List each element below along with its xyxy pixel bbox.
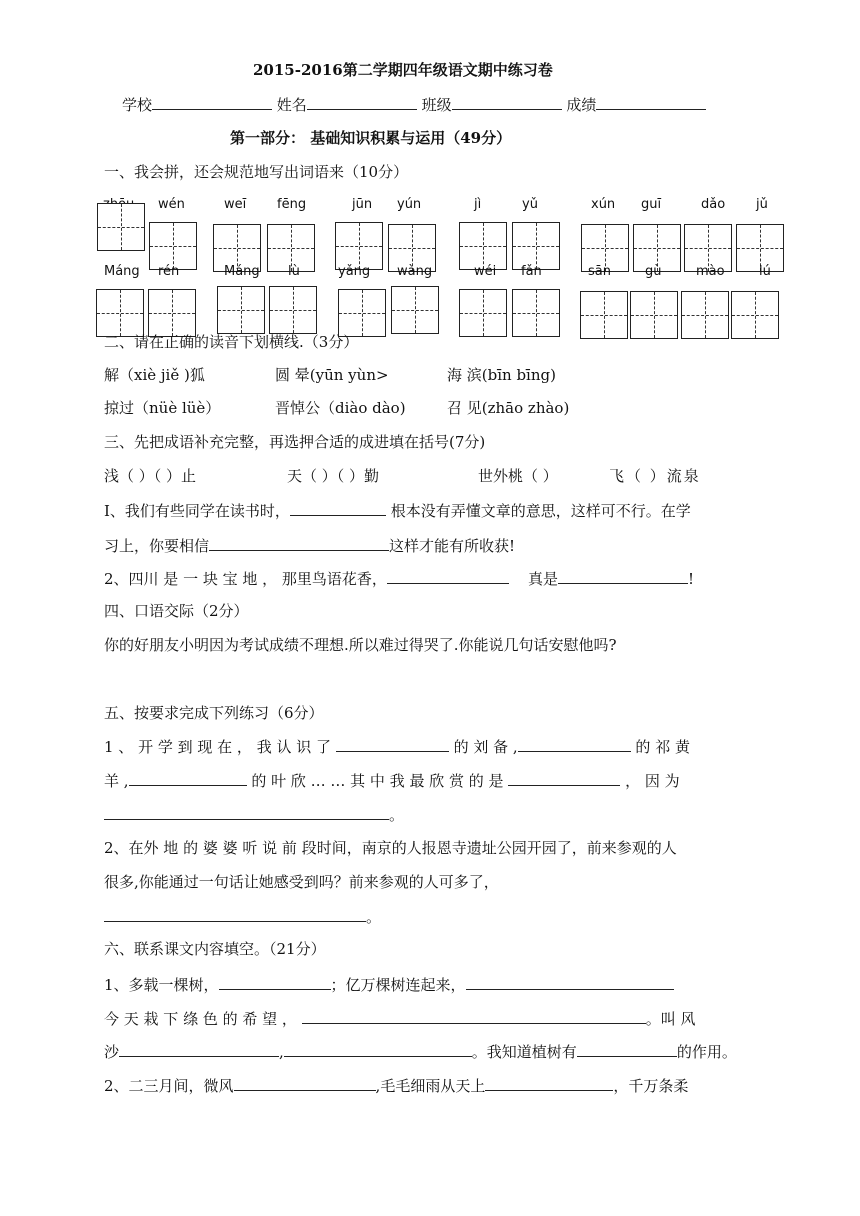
header-fields-row — [122, 94, 706, 115]
q2-item: 海 滨(bīn bīng) — [447, 366, 556, 384]
answer-blank[interactable] — [302, 1008, 646, 1024]
q6-text: ，千万条柔 — [613, 1077, 689, 1095]
pinyin: lù — [288, 264, 300, 279]
q4-text: 你的好朋友小明因为考试成绩不理想.所以难过得哭了.你能说几句话安慰他吗? — [104, 636, 617, 654]
answer-blank[interactable] — [485, 1075, 613, 1091]
answer-blank[interactable] — [336, 736, 449, 752]
pinyin: wén — [158, 197, 185, 212]
writing-box[interactable] — [149, 222, 197, 270]
pinyin: Máng — [224, 264, 260, 279]
q6-title: 六、联系课文内容填空。（21分） — [104, 940, 326, 958]
q6-text: 1、多载一棵树， — [104, 976, 219, 994]
answer-blank[interactable] — [466, 974, 674, 990]
answer-blank[interactable] — [209, 535, 389, 551]
pinyin: jūn — [352, 197, 373, 212]
writing-box[interactable] — [335, 222, 383, 270]
q5-text: 的 叶 欣 … … 其 中 我 最 欣 赏 的 是 — [251, 772, 504, 790]
class-field[interactable] — [452, 94, 562, 110]
writing-box[interactable] — [630, 291, 678, 339]
answer-blank[interactable] — [577, 1041, 677, 1057]
pinyin: sān — [588, 264, 611, 279]
q3-s2-text: 2、四川 是 一 块 宝 地 ， 那里鸟语花香， — [104, 570, 387, 588]
q6-text: 2、二三月间，微风 — [104, 1077, 234, 1095]
pinyin: Máng — [104, 264, 140, 279]
exam-title: 2015-2016第二学期四年级语文期中练习卷 — [253, 61, 553, 79]
writing-box[interactable] — [512, 289, 560, 337]
q3-s1-text: 习上，你要相信 — [104, 537, 210, 555]
pinyin: weī — [224, 197, 247, 212]
q5-text: 的 祁 黄 — [635, 738, 690, 756]
pinyin: jǔ — [756, 197, 768, 212]
q6-text: 今 天 栽 下 绦 色 的 希 望 ， — [104, 1010, 297, 1028]
writing-box[interactable] — [459, 289, 507, 337]
pinyin: yún — [397, 197, 422, 212]
answer-blank[interactable] — [104, 804, 389, 820]
q5-text: ， 因 为 — [625, 772, 680, 790]
q2-item: 召 见(zhāo zhào) — [447, 399, 570, 417]
pinyin: dǎo — [701, 197, 726, 212]
q3-sentence-1 — [104, 500, 691, 521]
q6-text: 沙 — [104, 1043, 120, 1061]
q3-s1-text: I、我们有些同学在读书时， — [104, 502, 290, 520]
q6-text: , — [279, 1043, 284, 1061]
name-label: 姓名 — [276, 96, 307, 114]
school-field[interactable] — [152, 94, 272, 110]
part1-title: 第一部分： 基础知识积累与运用（49分） — [230, 129, 512, 147]
q6-text: 。叫 风 — [645, 1010, 696, 1028]
score-label: 成绩 — [566, 96, 597, 114]
answer-blank[interactable] — [129, 770, 247, 786]
pinyin: jì — [474, 197, 482, 212]
writing-box[interactable] — [217, 286, 265, 334]
pinyin: mào — [696, 264, 725, 279]
q3-s2-text: ! — [688, 570, 695, 588]
q6-line — [104, 1075, 688, 1096]
q5-title: 五、按要求完成下列练习（6分） — [104, 704, 324, 722]
writing-box[interactable] — [338, 289, 386, 337]
pinyin: wéi — [474, 264, 497, 279]
idiom: 浅（ ）（ ）止 — [104, 467, 197, 485]
q1-title: 一、我会拼，还会规范地写出词语来（10分） — [104, 163, 409, 181]
writing-box[interactable] — [97, 203, 145, 251]
name-field[interactable] — [307, 94, 417, 110]
school-label: 学校 — [122, 96, 153, 114]
q5-line — [104, 804, 404, 825]
answer-blank[interactable] — [284, 1041, 472, 1057]
q5-text: 。 — [366, 908, 382, 926]
q5-line: 很多,你能通过一句话让她感受到吗？前来参观的人可多了， — [104, 873, 499, 891]
writing-box[interactable] — [391, 286, 439, 334]
writing-box[interactable] — [459, 222, 507, 270]
pinyin: gù — [645, 264, 662, 279]
pinyin: fǎn — [521, 264, 542, 279]
pinyin: lú — [759, 264, 771, 279]
q6-text: 。我知道植树有 — [471, 1043, 577, 1061]
writing-box[interactable] — [269, 286, 317, 334]
score-field[interactable] — [596, 94, 706, 110]
answer-blank[interactable] — [387, 568, 509, 584]
writing-box[interactable] — [731, 291, 779, 339]
q3-title: 三、先把成语补充完整，再选押合适的成进填在括号(7分) — [104, 433, 486, 451]
answer-blank[interactable] — [119, 1041, 279, 1057]
q5-line — [104, 906, 381, 927]
q5-line — [104, 736, 690, 757]
q2-item: 解（xiè jiě )狐 — [104, 366, 205, 384]
q2-item: 晋悼公（diào dào) — [275, 399, 406, 417]
q5-line: 2、在外 地 的 婆 婆 听 说 前 段时间，南京的人报恩寺遗址公园开园了，前来参观的人 — [104, 839, 677, 857]
idiom: 世外桃（ ） — [478, 467, 558, 485]
pinyin: wàng — [397, 264, 433, 279]
q3-sentence-2 — [104, 568, 694, 589]
answer-blank[interactable] — [508, 770, 620, 786]
writing-box[interactable] — [148, 289, 196, 337]
q2-title: 二、请在正确的读音下划横线.（3分） — [104, 333, 359, 351]
idiom: 天（ ）（ ）勤 — [287, 467, 380, 485]
answer-blank[interactable] — [518, 736, 631, 752]
q3-s2-text: 真是 — [528, 570, 559, 588]
q5-line — [104, 770, 680, 791]
pinyin: rén — [158, 264, 180, 279]
answer-blank[interactable] — [290, 500, 386, 516]
q6-text: ,毛毛细雨从天上 — [375, 1077, 486, 1095]
pinyin: guī — [641, 197, 662, 212]
writing-box[interactable] — [96, 289, 144, 337]
q5-text: 。 — [389, 806, 405, 824]
q5-text: 的 刘 备 , — [453, 738, 518, 756]
answer-blank[interactable] — [558, 568, 688, 584]
answer-blank[interactable] — [104, 906, 366, 922]
q2-item: 圆 晕(yūn yùn> — [275, 366, 389, 384]
writing-box[interactable] — [681, 291, 729, 339]
q3-s1-text: 这样才能有所收获! — [389, 537, 516, 555]
answer-blank[interactable] — [219, 974, 331, 990]
q5-text: 1 、 开 学 到 现 在 ， 我 认 识 了 — [104, 738, 331, 756]
answer-blank[interactable] — [234, 1075, 376, 1091]
q4-title: 四、口语交际（2分） — [104, 602, 249, 620]
pinyin: fēng — [277, 197, 307, 212]
q6-line — [104, 974, 674, 995]
pinyin: yǔ — [522, 197, 538, 212]
q2-item: 掠过（nüè lüè） — [104, 399, 221, 417]
q6-text: 的作用。 — [676, 1043, 737, 1061]
writing-box[interactable] — [580, 291, 628, 339]
class-label: 班级 — [421, 96, 452, 114]
q3-s1-text: 根本没有弄懂文章的意思，这样可不行。在学 — [385, 502, 691, 520]
idiom: 飞（ ）流泉 — [609, 467, 701, 485]
q6-line — [104, 1008, 695, 1029]
q5-text: 羊 , — [104, 772, 129, 790]
pinyin: xún — [591, 197, 616, 212]
q3-sentence-1b — [104, 535, 515, 556]
q6-line — [104, 1041, 737, 1062]
writing-box[interactable] — [512, 222, 560, 270]
q6-text: ；亿万棵树连起来， — [330, 976, 466, 994]
pinyin: yǎng — [338, 264, 371, 279]
